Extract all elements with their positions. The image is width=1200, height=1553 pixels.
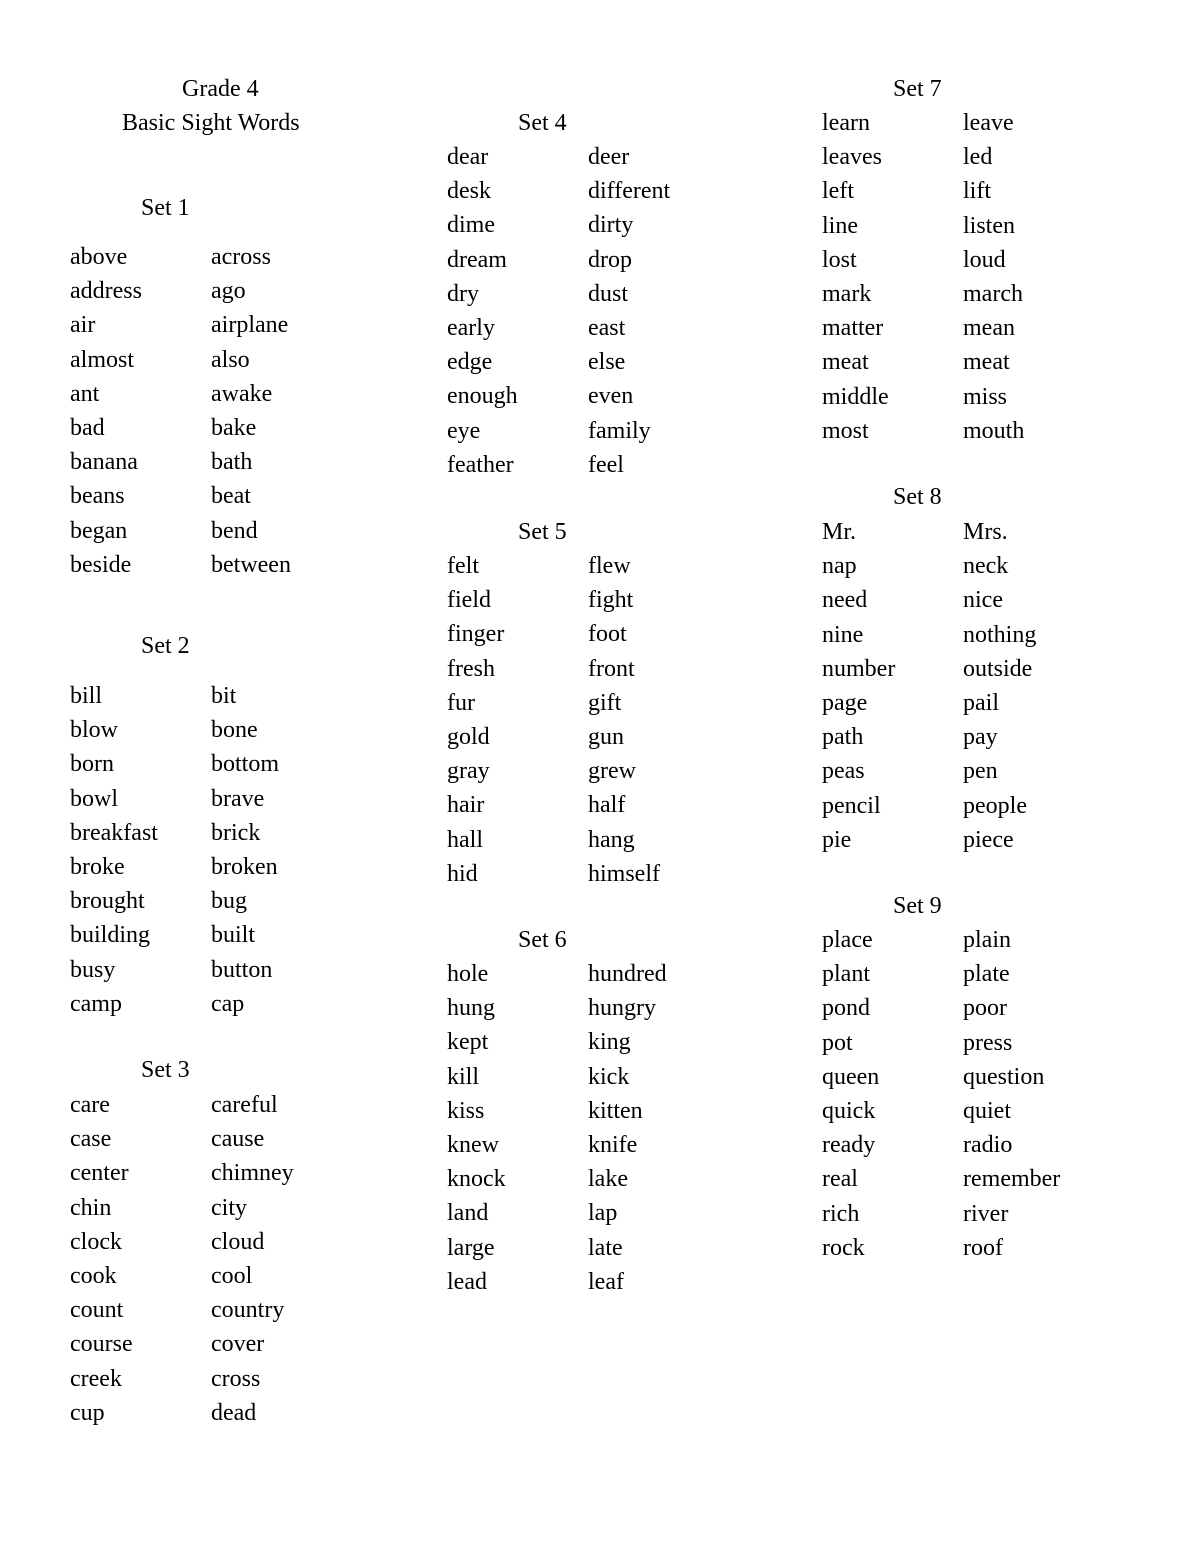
sight-word: plant <box>822 961 870 987</box>
sight-word: east <box>588 315 626 341</box>
sight-word: even <box>588 383 634 409</box>
sight-word: line <box>822 213 858 239</box>
sight-word: bug <box>211 888 247 914</box>
sight-word: city <box>211 1195 247 1221</box>
sight-word: bowl <box>70 786 118 812</box>
sight-word: half <box>588 792 626 818</box>
sight-word: air <box>70 312 96 338</box>
sight-word: cap <box>211 991 245 1017</box>
sight-word: outside <box>963 656 1033 682</box>
sight-word: kick <box>588 1064 630 1090</box>
sight-word: bone <box>211 717 258 743</box>
page-subtitle: Basic Sight Words <box>122 110 300 136</box>
sight-word: pie <box>822 827 852 853</box>
sight-word: large <box>447 1235 495 1261</box>
sight-word: knife <box>588 1132 638 1158</box>
sight-word: roof <box>963 1235 1003 1261</box>
sight-word: desk <box>447 178 491 204</box>
sight-word: bad <box>70 415 105 441</box>
sight-word: nice <box>963 587 1003 613</box>
sight-word: people <box>963 793 1027 819</box>
sight-word: care <box>70 1092 110 1118</box>
sight-word: edge <box>447 349 493 375</box>
sight-word: middle <box>822 384 889 410</box>
sight-word: early <box>447 315 495 341</box>
sight-word: cover <box>211 1331 265 1357</box>
sight-word: leaves <box>822 144 882 170</box>
sight-word: most <box>822 418 869 444</box>
sight-word: hid <box>447 861 478 887</box>
sight-word: creek <box>70 1366 122 1392</box>
sight-word: almost <box>70 347 134 373</box>
sight-word: lap <box>588 1200 618 1226</box>
sight-word: late <box>588 1235 623 1261</box>
sight-word: country <box>211 1297 285 1323</box>
sight-word: lead <box>447 1269 487 1295</box>
sight-word: camp <box>70 991 122 1017</box>
sight-word: rich <box>822 1201 860 1227</box>
sight-word: march <box>963 281 1023 307</box>
sight-word: enough <box>447 383 518 409</box>
sight-word: Mr. <box>822 519 857 545</box>
sight-word: poor <box>963 995 1007 1021</box>
sight-word: loud <box>963 247 1006 273</box>
sight-word: building <box>70 922 151 948</box>
sight-word: nothing <box>963 622 1037 648</box>
sight-word: broken <box>211 854 278 880</box>
sight-word: brought <box>70 888 145 914</box>
sight-word: mouth <box>963 418 1025 444</box>
sight-word: page <box>822 690 868 716</box>
sight-word: learn <box>822 110 870 136</box>
sight-word: course <box>70 1331 133 1357</box>
sight-word: hole <box>447 961 489 987</box>
sight-word: between <box>211 552 291 578</box>
set-heading: Set 6 <box>518 927 567 953</box>
sight-word: matter <box>822 315 884 341</box>
sight-word: himself <box>588 861 660 887</box>
set-heading: Set 4 <box>518 110 567 136</box>
sight-word: beans <box>70 483 125 509</box>
sight-word: breakfast <box>70 820 158 846</box>
sight-word: broke <box>70 854 125 880</box>
sight-word: king <box>588 1029 631 1055</box>
sight-word: hundred <box>588 961 667 987</box>
sight-word: plain <box>963 927 1011 953</box>
sight-word: bake <box>211 415 257 441</box>
sight-word: button <box>211 957 273 983</box>
sight-word: cross <box>211 1366 261 1392</box>
sight-word: fresh <box>447 656 495 682</box>
sight-word: plate <box>963 961 1010 987</box>
sight-word: lift <box>963 178 991 204</box>
sight-word: field <box>447 587 491 613</box>
sight-word: piece <box>963 827 1014 853</box>
sight-word: finger <box>447 621 505 647</box>
sight-word: across <box>211 244 271 270</box>
sight-word: queen <box>822 1064 880 1090</box>
sight-word: cause <box>211 1126 265 1152</box>
sight-word: banana <box>70 449 138 475</box>
sight-word: beat <box>211 483 251 509</box>
sight-word: river <box>963 1201 1009 1227</box>
sight-word: rock <box>822 1235 865 1261</box>
sight-word: place <box>822 927 873 953</box>
sight-word: foot <box>588 621 627 647</box>
sight-word: family <box>588 418 651 444</box>
sight-word: hungry <box>588 995 656 1021</box>
sight-word: bottom <box>211 751 280 777</box>
sight-word: blow <box>70 717 118 743</box>
sight-word: dear <box>447 144 489 170</box>
sight-word: case <box>70 1126 112 1152</box>
sight-word: kill <box>447 1064 480 1090</box>
sight-word: cloud <box>211 1229 265 1255</box>
set-heading: Set 8 <box>893 484 942 510</box>
sight-word: bill <box>70 683 103 709</box>
set-heading: Set 5 <box>518 519 567 545</box>
sight-word: above <box>70 244 128 270</box>
sight-word: pond <box>822 995 870 1021</box>
sight-word: hair <box>447 792 485 818</box>
sight-word: meat <box>822 349 869 375</box>
sight-word: quiet <box>963 1098 1011 1124</box>
sight-word: pen <box>963 758 998 784</box>
sight-word: neck <box>963 553 1009 579</box>
set-heading: Set 1 <box>141 195 190 221</box>
sight-word: Mrs. <box>963 519 1008 545</box>
sight-word: gray <box>447 758 490 784</box>
set-heading: Set 9 <box>893 893 942 919</box>
sight-word: felt <box>447 553 479 579</box>
sight-word: also <box>211 347 250 373</box>
sight-word: kitten <box>588 1098 643 1124</box>
sight-word: bath <box>211 449 253 475</box>
grade-title: Grade 4 <box>182 76 259 102</box>
sight-word: lake <box>588 1166 628 1192</box>
sight-word: front <box>588 656 635 682</box>
sight-word: flew <box>588 553 631 579</box>
sight-word: careful <box>211 1092 278 1118</box>
sight-word: awake <box>211 381 273 407</box>
sight-word: built <box>211 922 256 948</box>
sight-word: pot <box>822 1030 853 1056</box>
sight-word: listen <box>963 213 1015 239</box>
sight-word: pencil <box>822 793 881 819</box>
sight-word: dream <box>447 247 507 273</box>
sight-word: number <box>822 656 896 682</box>
sight-word: fight <box>588 587 634 613</box>
sight-word: cook <box>70 1263 117 1289</box>
sight-word: grew <box>588 758 636 784</box>
sight-word: born <box>70 751 114 777</box>
sight-word: pay <box>963 724 998 750</box>
sight-word: busy <box>70 957 116 983</box>
sight-word: gold <box>447 724 490 750</box>
sight-word: need <box>822 587 868 613</box>
sight-word: quick <box>822 1098 876 1124</box>
sight-word: else <box>588 349 626 375</box>
sight-word: gun <box>588 724 624 750</box>
sight-word: clock <box>70 1229 122 1255</box>
sight-word: miss <box>963 384 1008 410</box>
sight-word: chin <box>70 1195 112 1221</box>
sight-word: hung <box>447 995 495 1021</box>
sight-word: ant <box>70 381 100 407</box>
sight-word: dirty <box>588 212 634 238</box>
sight-word: cup <box>70 1400 105 1426</box>
sight-word: knew <box>447 1132 499 1158</box>
sight-word: land <box>447 1200 489 1226</box>
sight-word: center <box>70 1160 129 1186</box>
sight-word: bit <box>211 683 237 709</box>
sight-word: airplane <box>211 312 289 338</box>
sight-word: real <box>822 1166 858 1192</box>
sight-word: left <box>822 178 854 204</box>
sight-word: press <box>963 1030 1013 1056</box>
sight-word: path <box>822 724 864 750</box>
sight-word: ago <box>211 278 246 304</box>
sight-word: remember <box>963 1166 1061 1192</box>
set-heading: Set 7 <box>893 76 942 102</box>
sight-word: cool <box>211 1263 253 1289</box>
sight-word: mean <box>963 315 1015 341</box>
sight-word: lost <box>822 247 857 273</box>
sight-word: address <box>70 278 142 304</box>
sight-word: nine <box>822 622 864 648</box>
sight-word: nap <box>822 553 857 579</box>
sight-word: fur <box>447 690 475 716</box>
sight-word: dry <box>447 281 479 307</box>
sight-word: gift <box>588 690 622 716</box>
sight-word: dime <box>447 212 495 238</box>
sight-word: dust <box>588 281 629 307</box>
sight-word: chimney <box>211 1160 294 1186</box>
sight-word: brave <box>211 786 265 812</box>
sight-word: drop <box>588 247 632 273</box>
sight-word: different <box>588 178 671 204</box>
sight-word: brick <box>211 820 261 846</box>
sight-word: eye <box>447 418 481 444</box>
sight-word: count <box>70 1297 124 1323</box>
sight-word: deer <box>588 144 630 170</box>
sight-word: feel <box>588 452 624 478</box>
sight-word: dead <box>211 1400 257 1426</box>
sight-word: hang <box>588 827 635 853</box>
sight-word: feather <box>447 452 514 478</box>
sight-word: ready <box>822 1132 876 1158</box>
sight-word: began <box>70 518 128 544</box>
set-heading: Set 3 <box>141 1057 190 1083</box>
sight-word: kept <box>447 1029 489 1055</box>
sight-word: peas <box>822 758 865 784</box>
sight-word: question <box>963 1064 1045 1090</box>
sight-word: knock <box>447 1166 506 1192</box>
sight-word: hall <box>447 827 483 853</box>
sight-word: leaf <box>588 1269 624 1295</box>
sight-word: radio <box>963 1132 1013 1158</box>
sight-word: led <box>963 144 993 170</box>
set-heading: Set 2 <box>141 633 190 659</box>
sight-word: bend <box>211 518 258 544</box>
sight-word: leave <box>963 110 1014 136</box>
sight-word: mark <box>822 281 872 307</box>
sight-word: kiss <box>447 1098 485 1124</box>
sight-word: beside <box>70 552 132 578</box>
sight-word: meat <box>963 349 1010 375</box>
sight-word: pail <box>963 690 999 716</box>
